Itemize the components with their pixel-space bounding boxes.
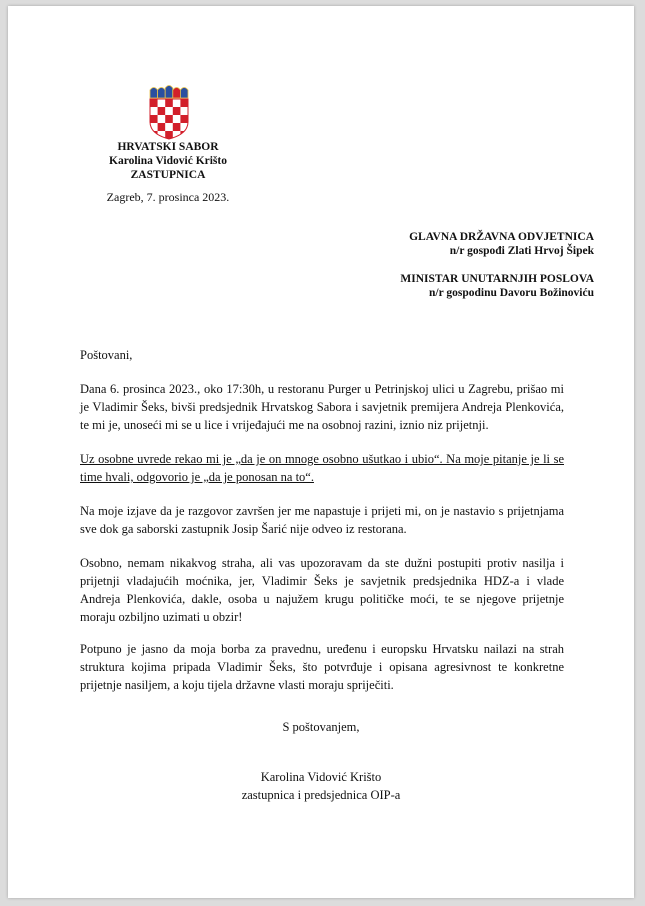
paragraph-line: struktura kojima pripada Vladimir Šeks, što potvrđuje i opisana agresivnost te konkretne <box>80 660 564 674</box>
paragraph-line: Na moje izjave da je razgovor završen jer me napastuje i prijeti mi, on je nastavio s prijetnjama <box>80 504 564 518</box>
shield-square <box>180 99 188 107</box>
shield-square <box>150 107 158 115</box>
crown-segment <box>180 88 188 99</box>
paragraph-3 <box>80 502 564 538</box>
closing-greeting: S poštovanjem, <box>282 720 360 734</box>
recipient-title: MINISTAR UNUTARNJIH POSLOVA <box>400 273 594 285</box>
paragraph-line: prijetnje nasiljem, a koju tijela državne vlasti moraju spriječiti. <box>80 678 394 692</box>
paragraph-line: te mi je, unoseći mi se u lice i vrijeđajući me na osobnoj razini, iznio niz prijetnji. <box>80 418 489 432</box>
shield-square <box>165 107 173 115</box>
sender-name: Karolina Vidović Krišto <box>109 155 227 167</box>
recipient-2 <box>400 272 594 300</box>
paragraph-line: je Vladimir Šeks, bivši predsjednik Hrvatskog Sabora i savjetnik premijera Andreja Plenkovića, <box>80 400 564 414</box>
paragraph-line: Osobno, nemam nikakvog straha, ali vas upozoravam da ste dužni postupiti protiv nasilja i <box>80 556 564 570</box>
letter-page <box>8 6 634 898</box>
paragraph-5 <box>80 640 564 694</box>
shield-square <box>158 115 166 123</box>
recipient-title: GLAVNA DRŽAVNA ODVJETNICA <box>409 231 594 243</box>
signatory-role: zastupnica i predsjednica OIP-a <box>241 788 401 802</box>
paragraph-line: Dana 6. prosinca 2023., oko 17:30h, u restoranu Purger u Petrinjskoj ulici u Zagrebu, prišao mi <box>80 382 564 396</box>
shield-square <box>173 115 181 123</box>
letter-date: Zagreb, 7. prosinca 2023. <box>106 190 230 204</box>
shield-square <box>173 107 181 115</box>
shield-square <box>173 99 181 107</box>
institution-name: HRVATSKI SABOR <box>117 141 219 153</box>
shield-square <box>150 115 158 123</box>
recipient-attn: n/r gospodinu Davoru Božinoviću <box>429 287 594 299</box>
paragraph-line: Uz osobne uvrede rekao mi je „da je on mnoge osobno ušutkao i ubio“. Na moje pitanje je li se <box>80 452 564 466</box>
shield-square <box>165 123 173 131</box>
shield-square <box>173 123 181 131</box>
croatian-coat-of-arms-icon <box>146 84 192 140</box>
shield-square <box>158 107 166 115</box>
paragraph-4 <box>80 554 564 626</box>
paragraph-2-underlined <box>80 450 564 486</box>
shield-square <box>158 99 166 107</box>
paragraph-line: Potpuno je jasno da moja borba za pravednu, uređenu i europsku Hrvatsku nailazi na strah <box>80 642 564 656</box>
shield-square <box>165 115 173 123</box>
crown-segment <box>150 88 158 99</box>
recipient-1 <box>409 230 594 258</box>
shield-square <box>180 131 188 139</box>
shield-square <box>150 131 158 139</box>
shield-square <box>180 107 188 115</box>
crown-segment <box>165 86 173 99</box>
recipient-attn: n/r gospođi Zlati Hrvoj Šipek <box>449 245 594 257</box>
paragraph-line: sve dok ga saborski zastupnik Josip Šarić nije odveo iz restorana. <box>80 522 407 536</box>
paragraph-1 <box>80 380 564 434</box>
shield-square <box>165 99 173 107</box>
sender-role: ZASTUPNICA <box>130 169 206 181</box>
salutation: Poštovani, <box>80 348 133 362</box>
shield-square <box>158 123 166 131</box>
paragraph-line: Andreja Plenkovića, dakle, osoba u najužem krugu političke moći, te se njegove prijetnje <box>80 592 564 606</box>
paragraph-line: prijetnji vladajućih moćnika, jer, Vladimir Šeks je savjetnik predsjednika HDZ-a i vlade <box>80 574 564 588</box>
shield-square <box>180 115 188 123</box>
crown-segment <box>173 88 181 99</box>
signatory-name: Karolina Vidović Krišto <box>260 770 382 784</box>
paragraph-line: moraju ozbiljno uzimati u obzir! <box>80 610 243 624</box>
shield-square <box>150 99 158 107</box>
crown-segment <box>158 88 166 99</box>
paragraph-line: time hvali, odgovorio je „da je ponosan na to“. <box>80 470 314 484</box>
